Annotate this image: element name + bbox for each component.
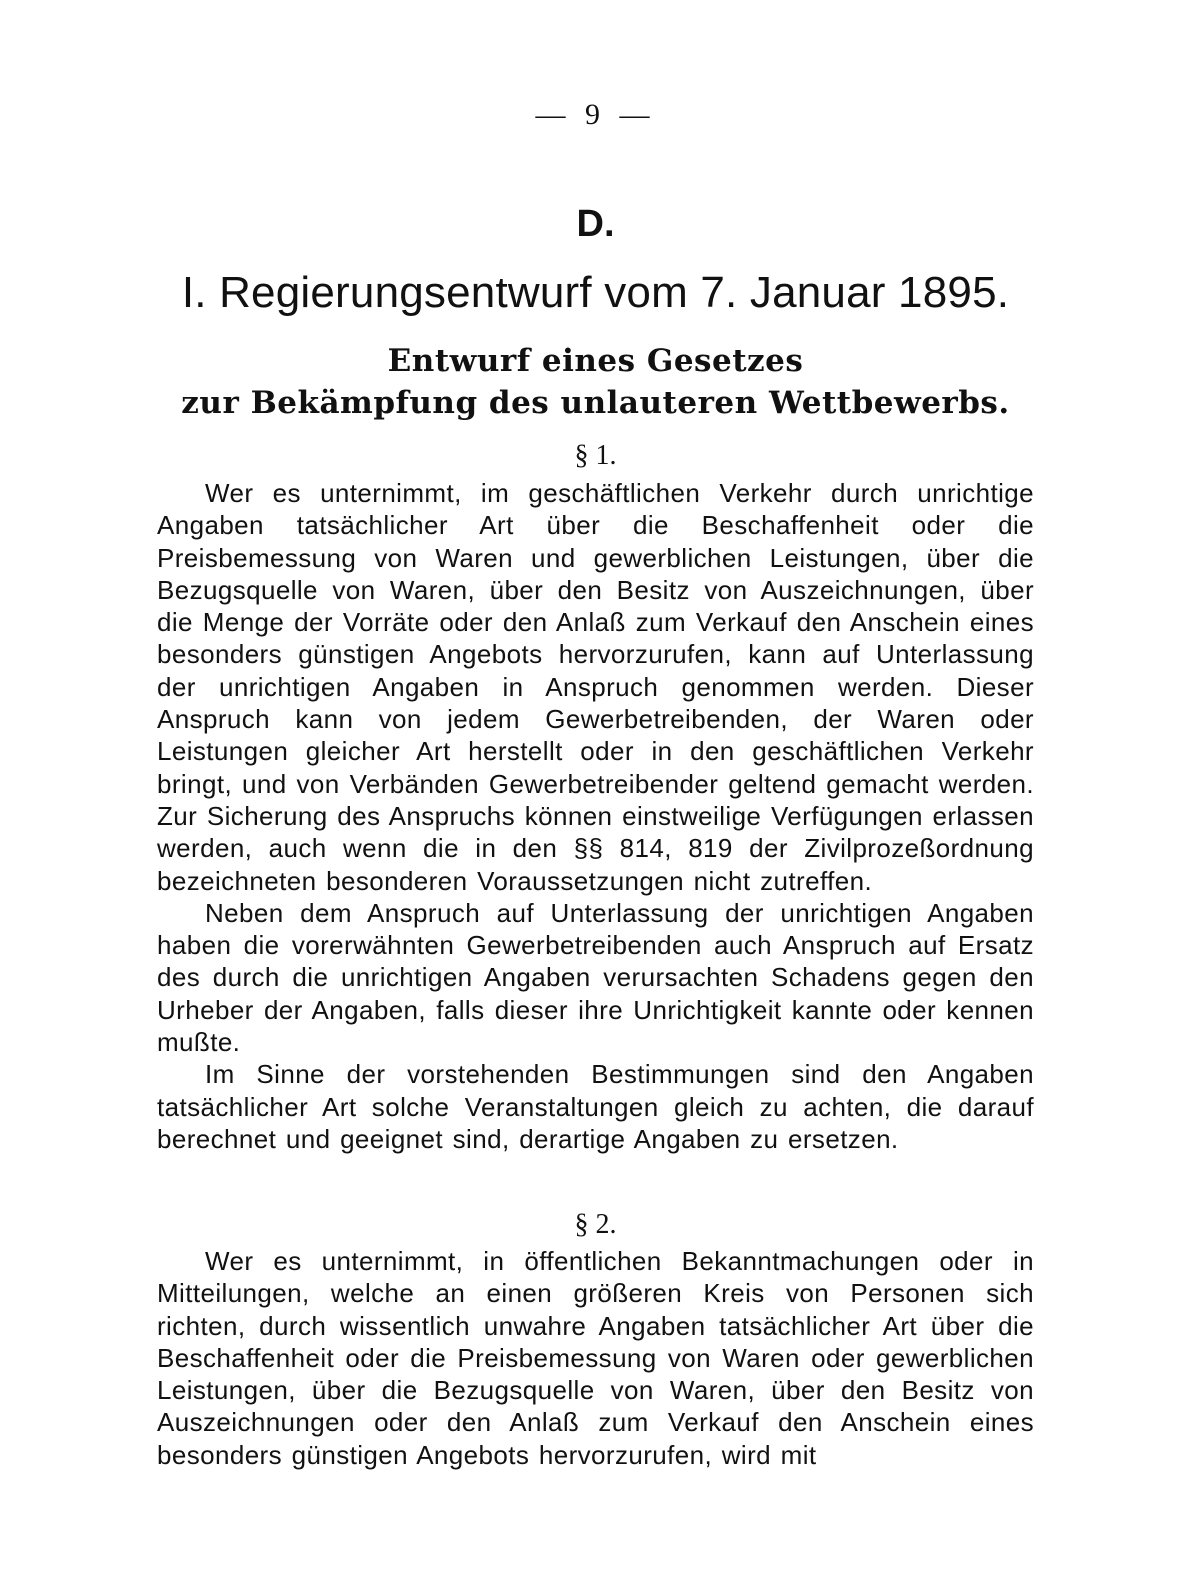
page-title: I. Regierungsentwurf vom 7. Januar 1895. (181, 268, 1010, 317)
section-heading-1: § 1. (574, 440, 617, 471)
section-1-body (157, 477, 1034, 1155)
paragraph: Wer es unternimmt, in öffentlichen Bekanntmachungen oder in Mitteilungen, welche an einen größeren Kreis von Personen sich richten, durch wissentlich unwahre Angaben tatsächlicher Art über die Beschaffenheit oder die Preisbemessung von Waren oder gewerblichen Leistungen, über die Bezugsquelle von Waren, über den Besitz von Auszeichnungen oder den Anlaß zum Verkauf den Anschein eines besonders günstigen Angebots hervorzurufen, wird mit (157, 1246, 1034, 1470)
paragraph: Neben dem Anspruch auf Unterlassung der unrichtigen Angaben haben die vorerwähnten Gewerbetreibenden auch Anspruch auf Ersatz des durch die unrichtigen Angaben verursachten Schadens gegen den Urheber der Angaben, falls dieser ihre Unrichtigkeit kannte oder kennen mußte. (157, 897, 1034, 1058)
section-heading-2: § 2. (574, 1209, 617, 1240)
paragraph: Wer es unternimmt, im geschäftlichen Verkehr durch unrichtige Angaben tatsächlicher Art über die Beschaffenheit oder die Preisbemessung von Waren und gewerblichen Leistungen, über die Bezugsquelle von Waren, über den Besitz von Auszeichnungen, über die Menge der Vorräte oder den Anlaß zum Verkauf den Anschein eines besonders günstigen Angebots hervorzurufen, kann auf Unterlassung der unrichtigen Angaben in Anspruch genommen werden. Dieser Anspruch kann von jedem Gewerbetreibenden, der Waren oder Leistungen gleicher Art herstellt oder in den geschäftlichen Verkehr bringt, und von Verbänden Gewerbetreibender geltend gemacht werden. Zur Sicherung des Anspruchs können einstweilige Verfügungen erlassen werden, auch wenn die in den §§ 814, 819 der Zivilprozeßordnung bezeichneten besonderen Voraussetzungen nicht zutreffen. (157, 478, 1034, 896)
subtitle-line-2: zur Bekämpfung des unlauteren Wettbewerbs. (181, 385, 1010, 421)
page-number: — 9 — (535, 98, 656, 131)
paragraph: Im Sinne der vorstehenden Bestimmungen sind den Angaben tatsächlicher Art solche Veranstaltungen gleich zu achten, die darauf berechnet und geeignet sind, derartige Angaben zu ersetzen. (157, 1059, 1034, 1154)
subtitle-line-1: Entwurf eines Gesetzes (387, 343, 804, 379)
section-letter: D. (576, 203, 615, 245)
section-2-body (157, 1245, 1034, 1471)
